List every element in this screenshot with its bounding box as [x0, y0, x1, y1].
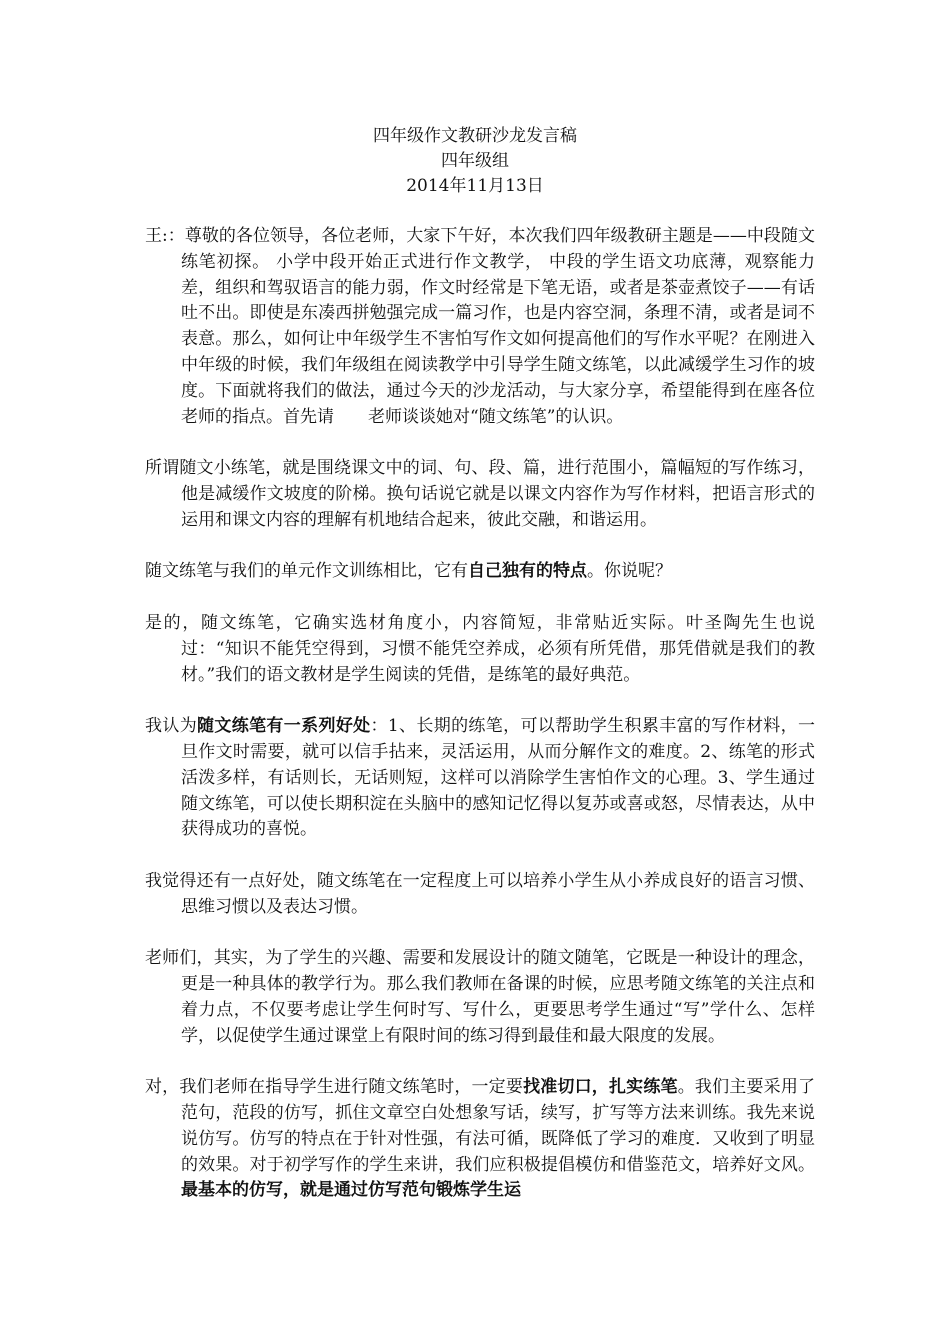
paragraph-opening-tail: 老师谈谈她对“随文练笔”的认识。: [368, 406, 624, 427]
document-title: 四年级作文教研沙龙发言稿: [373, 126, 577, 146]
paragraph-textbook-text: 是的，随文练笔，它确实选材角度小，内容简短，非常贴近实际。叶圣陶先生也说过：“知识不能凭空得到，习惯不能凭空养成，必须有所凭借，那凭借就是我们的教材。”我们的语文教材是学生阅读的凭借，是练笔的最好典范。: [145, 612, 815, 685]
paragraph-teachers: [145, 946, 815, 1049]
paragraph-features-after: 。你说呢？: [587, 561, 672, 582]
paragraph-opening: [145, 224, 815, 430]
paragraph-benefits: [145, 714, 815, 843]
paragraph-habits-text: 我觉得还有一点好处，随文练笔在一定程度上可以培养小学生从小养成良好的语言习惯、思维习惯以及表达习惯。: [145, 870, 815, 917]
paragraph-definition-text: 所谓随文小练笔，就是围绕课文中的词、句、段、篇，进行范围小，篇幅短的写作练习，他是减缓作文坡度的阶梯。换句话说它就是以课文内容作为写作材料，把语言形式的运用和课文内容的理解有机地结合起来，彼此交融，和谐运用。: [145, 458, 815, 530]
paragraph-definition: [145, 456, 815, 533]
paragraph-features-bold: 自己独有的特点: [468, 561, 587, 582]
paragraph-methods-bold: 找准切口，扎实练笔: [523, 1077, 678, 1098]
document-header: [0, 124, 950, 199]
paragraph-opening-text: 王:：尊敬的各位领导，各位老师，大家下午好，本次我们四年级教研主题是——中段随文练笔初探。 小学中段开始正式进行作文教学， 中段的学生语文功底薄，观察能力差，组织和驾驭语言的能力弱，作文时经常是下笔无语，或者是茶壶煮饺子——有话吐不出。即使是东凑西拼勉强完成一篇习作，也是内容空洞，条理不清，或者是词不表意。那么，如何让中年级学生不害怕写作文如何提高他们的写作水平呢？在刚进入中年级的时候，我们年级组在阅读教学中引导学生随文练笔，以此减缓学生习作的坡度。下面就将我们的做法，通过今天的沙龙活动，与大家分享，希望能得到在座各位老师的指点。首先请: [145, 226, 815, 427]
document-body: [145, 224, 815, 1230]
paragraph-teachers-text: 老师们，其实，为了学生的兴趣、需要和发展设计的随文随笔，它既是一种设计的理念，更是一种具体的教学行为。那么我们教师在备课的时候，应思考随文练笔的关注点和着力点，不仅要考虑让学生何时写、写什么，更要思考学生通过“写”学什么、怎样学，以促使学生通过课堂上有限时间的练习得到最佳和最大限度的发展。: [145, 948, 815, 1046]
paragraph-methods-before: 对，我们老师在指导学生进行随文练笔时，一定要: [145, 1077, 524, 1098]
paragraph-benefits-before: 我认为: [145, 716, 198, 737]
paragraph-habits: [145, 869, 815, 921]
paragraph-benefits-after: ：1、长期的练笔，可以帮助学生积累丰富的写作材料，一旦作文时需要，就可以信手拈来，灵活运用，从而分解作文的难度。2、练笔的形式活泼多样，有话则长，无话则短，这样可以消除学生害怕作文的心理。3、学生通过随文练笔，可以使长期积淀在头脑中的感知记忆得以复苏或喜或怒，尽情表达，从中获得成功的喜悦。: [181, 716, 815, 840]
paragraph-features-before: 随文练笔与我们的单元作文训练相比，它有: [145, 561, 468, 582]
paragraph-features: [145, 559, 815, 585]
document-date: 2014年11月13日: [406, 176, 544, 196]
document-group: 四年级组: [441, 151, 509, 171]
paragraph-benefits-bold: 随文练笔有一系列好处: [197, 716, 371, 737]
paragraph-methods-bold-tail: 最基本的仿写，就是通过仿写范句锻炼学生运: [181, 1180, 521, 1201]
paragraph-textbook: [145, 611, 815, 688]
paragraph-methods: [145, 1075, 815, 1204]
paragraph-methods-middle: 。我们主要采用了范句，范段的仿写，抓住文章空白处想象写话，续写，扩写等方法来训练。我先来说说仿写。仿写的特点在于针对性强，有法可循，既降低了学习的难度．又收到了明显的效果。对于初学写作的学生来讲，我们应积极提倡模仿和借鉴范文，培养好文风。: [181, 1077, 816, 1175]
